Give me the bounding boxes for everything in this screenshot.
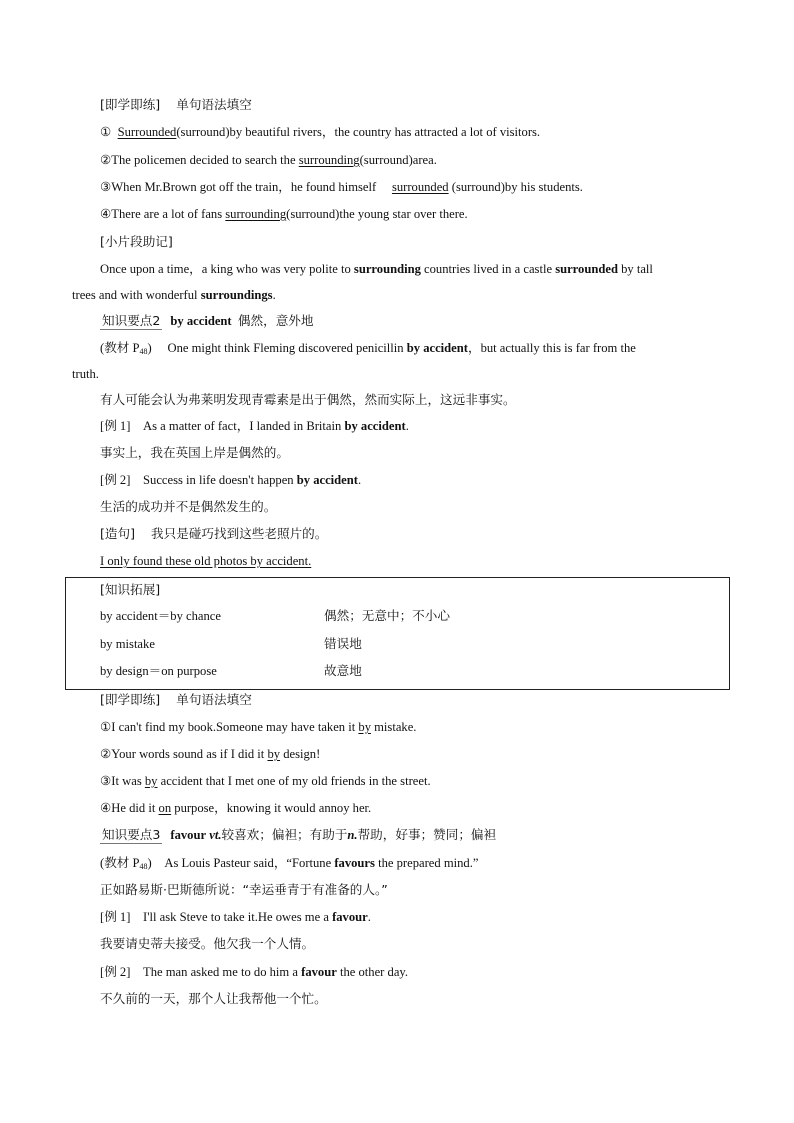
answer-blank: surrounded — [391, 180, 449, 194]
sentence-translation: 有人可能会认为弗莱明发现青霉素是出于偶然，然而实际上，这远非事实。 — [100, 392, 516, 407]
knowledge-point-2-heading: 知识要点2 by accident 偶然，意外地 — [102, 313, 314, 328]
example-1: [例 1] I'll ask Steve to take it.He owes me a favour. — [100, 910, 371, 924]
knowledge-point-tag: 知识要点3 — [102, 827, 161, 842]
box-row-en: by accident＝by chance — [100, 609, 221, 623]
practice-heading-1: [即学即练] 单句语法填空 — [100, 97, 252, 112]
exercise-item: ④He did it on purpose，knowing it would annoy her. — [100, 801, 372, 815]
exercise-item: ① Surrounded(surround)by beautiful rivers，the country has attracted a lot of visitors. — [100, 125, 541, 139]
exercise-item: ③It was by accident that I met one of my old friends in the street. — [100, 774, 431, 788]
box-row-cn: 偶然；无意中；不小心 — [324, 608, 450, 623]
example-2: [例 2] The man asked me to do him a favour the other day. — [100, 965, 409, 979]
exercise-item: ①I can't find my book.Someone may have taken it by mistake. — [100, 720, 417, 734]
exercise-item: ③When Mr.Brown got off the train，he found himself surrounded (surround)by his students. — [100, 180, 583, 194]
answer-blank: by — [144, 774, 158, 788]
make-sentence: [造句] 我只是碰巧找到这些老照片的。 — [100, 526, 328, 541]
box-row-cn: 错误地 — [324, 636, 362, 651]
example-2: [例 2] Success in life doesn't happen by accident. — [100, 473, 362, 487]
sentence-translation: 正如路易斯·巴斯德所说：“幸运垂青于有准备的人。” — [100, 882, 388, 897]
example-1: [例 1] As a matter of fact，I landed in Britain by accident. — [100, 419, 409, 433]
example-2-translation: 生活的成功并不是偶然发生的。 — [100, 499, 277, 514]
memory-paragraph-cont: trees and with wonderful surroundings. — [72, 288, 276, 302]
practice-heading-2: [即学即练] 单句语法填空 — [100, 692, 252, 707]
answer-blank: surrounding — [298, 153, 360, 167]
answer-blank: by — [267, 747, 281, 761]
answer-blank: Surrounded — [117, 125, 177, 139]
answer-blank: surrounding — [225, 207, 287, 221]
answer-blank: by — [358, 720, 371, 734]
textbook-sentence: (教材 $P_{48}$) One might think Fleming discovered penicillin by accident，but actually this is far from the — [100, 341, 636, 356]
exercise-item: ②The policemen decided to search the surrounding(surround)area. — [100, 153, 437, 167]
knowledge-point-3-heading: 知识要点3 favour vt.较喜欢；偏袒；有助于n.帮助，好事；赞同；偏袒 — [102, 827, 497, 842]
textbook-sentence-cont: truth. — [72, 367, 99, 381]
box-row-en: by design＝on purpose — [100, 664, 217, 678]
box-row-cn: 故意地 — [324, 663, 362, 678]
memory-paragraph: Once upon a time，a king who was very polite to surrounding countries lived in a castle surrounded by tall — [100, 262, 653, 276]
exercise-item: ④There are a lot of fans surrounding(surround)the young star over there. — [100, 207, 468, 221]
box-title: [知识拓展] — [100, 582, 161, 597]
memory-label: [小片段助记] — [100, 234, 173, 249]
knowledge-point-tag: 知识要点2 — [102, 313, 161, 328]
textbook-sentence: (教材 $P_{48}$) As Louis Pasteur said，“Fortune favours the prepared mind.” — [100, 856, 479, 871]
example-1-translation: 我要请史蒂夫接受。他欠我一个人情。 — [100, 936, 315, 951]
example-2-translation: 不久前的一天，那个人让我帮他一个忙。 — [100, 991, 327, 1006]
knowledge-expansion-box — [65, 577, 730, 690]
answer-blank: on — [158, 801, 172, 815]
exercise-item: ②Your words sound as if I did it by design! — [100, 747, 321, 761]
example-1-translation: 事实上，我在英国上岸是偶然的。 — [100, 445, 289, 460]
box-row-en: by mistake — [100, 637, 155, 651]
make-sentence-answer: I only found these old photos by accident. — [100, 554, 312, 568]
